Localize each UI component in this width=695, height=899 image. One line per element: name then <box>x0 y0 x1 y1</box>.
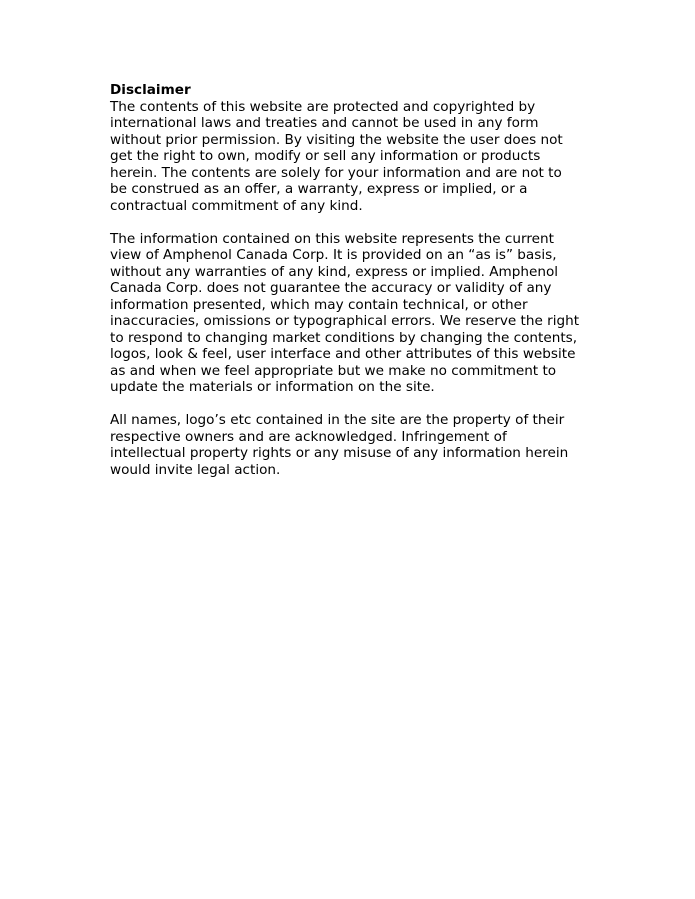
paragraph-line: as and when we feel appropriate but we make no commitment to <box>110 362 557 379</box>
paragraph-line: get the right to own, modify or sell any information or products <box>110 148 541 164</box>
paragraph-line: The contents of this website are protected and copyrighted by <box>110 98 536 115</box>
paragraph-line: would invite legal action. <box>110 461 281 478</box>
disclaimer-paragraph-2 <box>110 231 610 396</box>
disclaimer-paragraph-1 <box>110 99 610 215</box>
paragraph-line: be construed as an offer, a warranty, express or implied, or a <box>110 181 528 197</box>
paragraph-line: intellectual property rights or any misuse of any information herein <box>110 445 569 461</box>
paragraph-line: Canada Corp. does not guarantee the accuracy or validity of any <box>110 280 552 296</box>
paragraph-line: logos, look & feel, user interface and other attributes of this website <box>110 346 576 362</box>
disclaimer-document <box>110 82 610 495</box>
paragraph-line: All names, logo’s etc contained in the site are the property of their <box>110 412 565 428</box>
paragraph-line: without prior permission. By visiting the website the user does not <box>110 131 563 148</box>
paragraph-line: The information contained on this website represents the current <box>110 230 554 247</box>
disclaimer-heading: Disclaimer <box>110 82 191 98</box>
paragraph-line: information presented, which may contain technical, or other <box>110 296 528 313</box>
paragraph-line: without any warranties of any kind, express or implied. Amphenol <box>110 263 559 280</box>
paragraph-line: international laws and treaties and cannot be used in any form <box>110 115 539 131</box>
paragraph-line: respective owners and are acknowledged. Infringement of <box>110 428 507 445</box>
paragraph-line: view of Amphenol Canada Corp. It is provided on an “as is” basis, <box>110 247 557 263</box>
paragraph-line: update the materials or information on the site. <box>110 379 435 395</box>
paragraph-line: to respond to changing market conditions by changing the contents, <box>110 329 578 346</box>
paragraph-line: herein. The contents are solely for your information and are not to <box>110 164 562 181</box>
paragraph-line: inaccuracies, omissions or typographical errors. We reserve the right <box>110 313 580 329</box>
disclaimer-paragraph-3 <box>110 412 610 478</box>
paragraph-line: contractual commitment of any kind. <box>110 197 363 214</box>
